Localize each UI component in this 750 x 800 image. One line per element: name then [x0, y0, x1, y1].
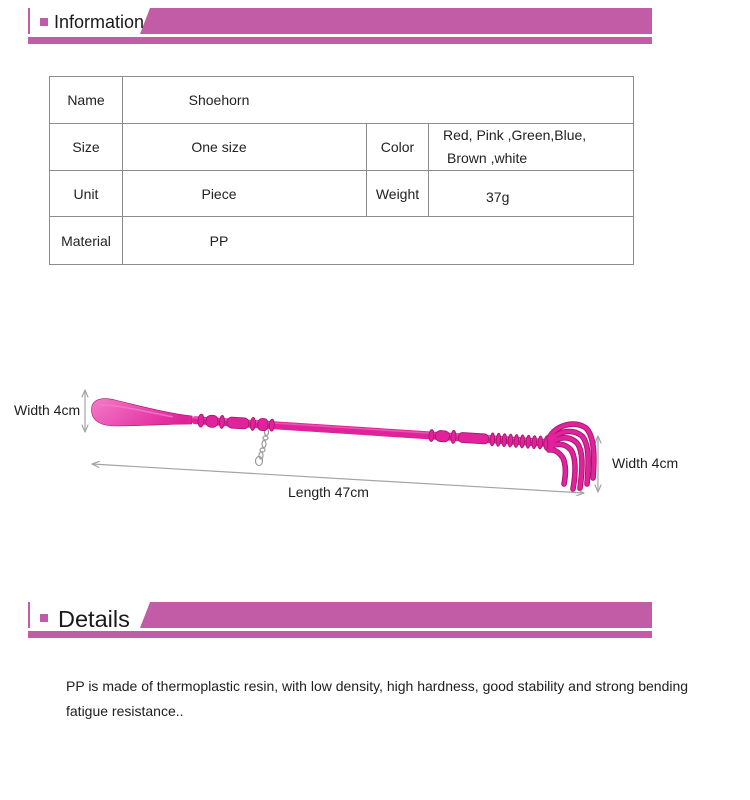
square-bullet-icon — [40, 614, 48, 622]
handle-rings-left — [198, 414, 275, 432]
grip-ring — [490, 433, 495, 446]
details-title: Details — [58, 606, 130, 632]
handle-bead — [206, 415, 219, 428]
color-value-cell — [429, 124, 634, 171]
header-underline-strip — [28, 37, 652, 44]
chain-link — [259, 452, 263, 459]
length-label: Length 47cm — [288, 484, 369, 500]
shoehorn — [91, 398, 552, 454]
color-label: Color — [367, 124, 429, 171]
color-value-line: Brown ,white — [447, 150, 528, 166]
handle-ring — [269, 419, 275, 431]
width-left-label: Width 4cm — [14, 402, 81, 418]
handle-bead — [458, 432, 489, 444]
name-value-cell — [123, 77, 634, 124]
table-row — [50, 217, 634, 265]
grip-ring — [538, 436, 543, 449]
details-description: PP is made of thermoplastic resin, with low density, high hardness, good stability and strong bending fatigue resistance.. — [66, 678, 689, 719]
grip-ring — [532, 436, 537, 449]
weight-label: Weight — [367, 171, 429, 217]
width-right-label: Width 4cm — [612, 455, 679, 471]
color-value-line: Red, Pink ,Green,Blue, — [443, 127, 587, 143]
chain-link — [262, 441, 266, 448]
table-row — [50, 124, 634, 171]
material-value: PP — [209, 232, 229, 249]
handle-ring — [219, 415, 225, 428]
grip-ring — [526, 435, 531, 448]
product-illustration — [0, 380, 750, 510]
unit-value-cell — [123, 171, 367, 217]
hanging-chain — [256, 429, 269, 466]
shoehorn-spoon — [91, 398, 194, 431]
material-label: Material — [50, 217, 123, 265]
grip-ring — [514, 434, 519, 447]
handle-ring — [250, 417, 256, 430]
size-value: One size — [191, 139, 247, 155]
unit-value: Piece — [201, 185, 237, 202]
information-header — [28, 8, 652, 44]
name-value: Shoehorn — [188, 92, 250, 108]
handle-bead — [257, 418, 268, 431]
name-label: Name — [50, 77, 123, 124]
grip-ring — [496, 433, 501, 446]
handle-rings-right — [429, 428, 552, 451]
weight-value: 37g — [429, 171, 634, 217]
grip-ring — [502, 434, 507, 447]
material-value-cell — [123, 217, 634, 265]
information-title: Information — [54, 12, 145, 32]
handle-bead — [435, 430, 450, 442]
handle-bead — [227, 417, 250, 429]
grip-ring — [520, 435, 525, 448]
grip-ring — [508, 434, 513, 447]
size-label: Size — [50, 124, 123, 171]
size-value-cell — [123, 124, 367, 171]
table-row — [50, 77, 634, 124]
handle-ring — [198, 414, 205, 427]
table-row — [50, 171, 634, 217]
back-scratcher-claws — [549, 424, 594, 489]
chain-link — [260, 448, 265, 452]
spec-table — [49, 76, 634, 265]
unit-label: Unit — [50, 171, 123, 217]
details-header — [28, 602, 652, 638]
handle-ring — [451, 430, 457, 443]
square-bullet-icon — [40, 18, 48, 26]
handle-ring — [429, 429, 435, 441]
chain-link — [263, 436, 268, 440]
